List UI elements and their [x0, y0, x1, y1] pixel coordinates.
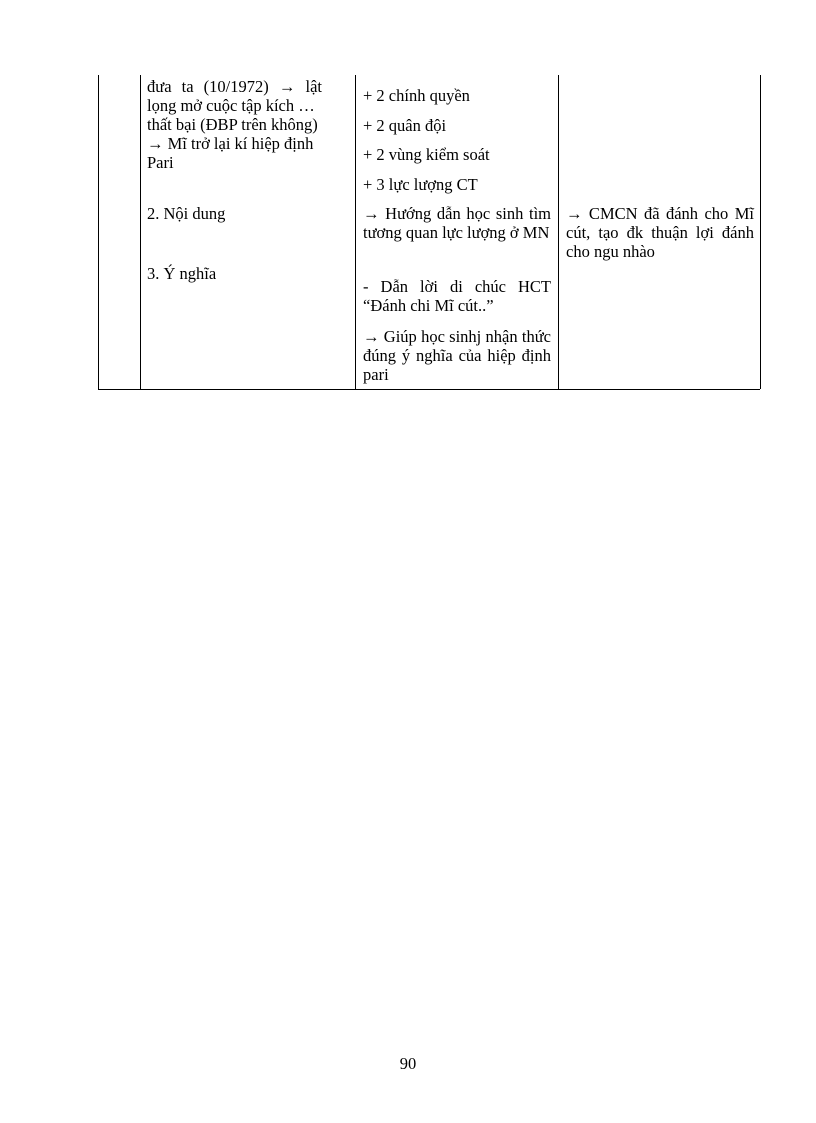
table-divider-2	[355, 75, 356, 389]
col2-paragraph	[147, 77, 349, 172]
col2-line-2: lọng mở cuộc tập kích …	[147, 96, 315, 115]
col3-quote-line-2: “Đánh chi Mĩ cút..”	[363, 296, 494, 315]
table-divider-1	[140, 75, 141, 389]
heading-meaning: 3. Ý nghĩa	[147, 264, 217, 283]
col3-item-3: + 2 vùng kiểm soát	[363, 145, 490, 164]
col3-quote-paragraph	[363, 277, 551, 315]
page-number: 90	[399, 1054, 417, 1073]
col3-item-4: + 3 lực lượng CT	[363, 175, 478, 194]
col3-meaning-paragraph: → Giúp học sinhj nhận thức đúng ý nghĩa của hiệp định pari	[363, 327, 551, 384]
col2-line-4: → Mĩ trở lại kí hiệp định	[147, 134, 314, 153]
table-border-bottom	[98, 389, 760, 390]
table-border-left	[98, 75, 99, 389]
col2-line-3: thất bại (ĐBP trên không)	[147, 115, 318, 134]
table-divider-3	[558, 75, 559, 389]
col3-quote-line-1: - Dẫn lời di chúc HCT	[363, 277, 551, 296]
col3-item-1: + 2 chính quyền	[363, 86, 470, 105]
table-border-right	[760, 75, 761, 389]
col2-line-1: đưa ta (10/1972) → lật	[147, 77, 322, 96]
heading-content: 2. Nội dung	[147, 204, 226, 223]
col4-paragraph: → CMCN đã đánh cho Mĩ cút, tạo đk thuận lợi đánh cho ngu nhào	[566, 204, 754, 261]
col3-item-2: + 2 quân đội	[363, 116, 447, 135]
col2-line-5: Pari	[147, 153, 174, 172]
col3-guide-paragraph: → Hướng dẫn học sinh tìm tương quan lực lượng ở MN	[363, 204, 551, 242]
